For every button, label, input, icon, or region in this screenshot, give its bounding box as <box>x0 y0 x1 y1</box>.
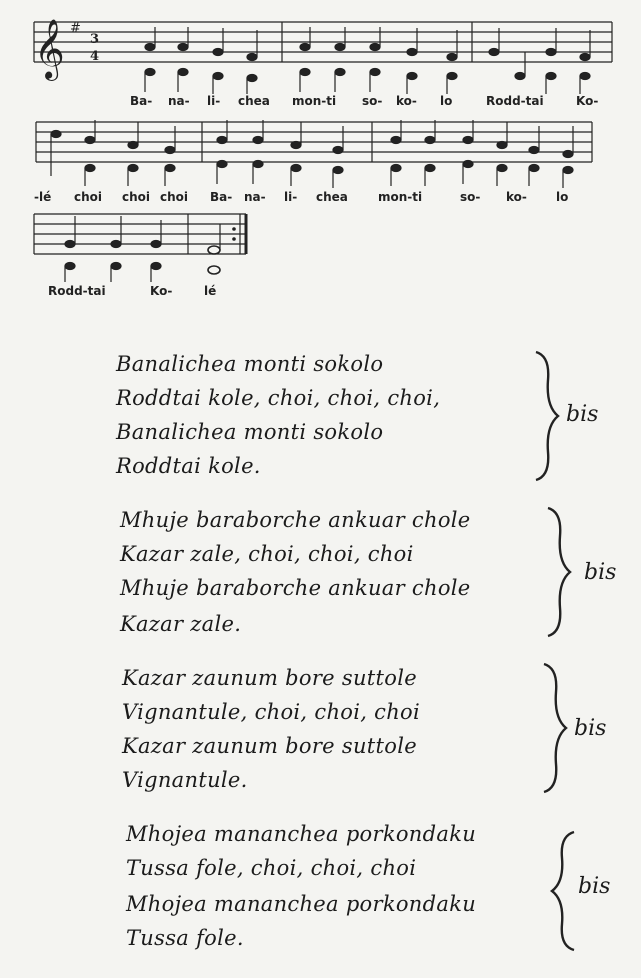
verse-line: Tussa fole, choi, choi, choi <box>126 856 417 880</box>
lyric-syllable: Rodd-tai <box>486 94 544 108</box>
lyric-syllable: mon-ti <box>378 190 423 204</box>
verse-line: Kazar zaunum bore suttole <box>122 666 417 690</box>
notes-system-3 <box>65 216 220 282</box>
verse-line: Tussa fole. <box>126 926 244 950</box>
verse-line: Mhuje baraborche ankuar chole <box>120 508 471 532</box>
lyric-syllable: choi <box>160 190 189 204</box>
lyric-syllable: mon-ti <box>292 94 337 108</box>
staff-system-3 <box>34 214 246 254</box>
lyric-syllable: -lé <box>34 190 52 204</box>
svg-text:3: 3 <box>90 32 100 47</box>
right-brace-icon <box>544 506 574 638</box>
verse-line: Vignantule, choi, choi, choi <box>122 700 421 724</box>
left-brace-icon <box>548 830 578 952</box>
verse-line: Mhuje baraborche ankuar chole <box>120 576 471 600</box>
lyric-syllable: chea <box>238 94 270 108</box>
repeat-label: bis <box>574 716 607 741</box>
notes-system-1 <box>145 27 590 94</box>
staff-system-2 <box>36 122 592 162</box>
lyric-syllable: choi <box>74 190 103 204</box>
lyric-syllable: so- <box>460 190 481 204</box>
repeat-label: bis <box>566 402 599 427</box>
right-brace-icon <box>540 662 570 794</box>
lyric-syllable: Rodd-tai <box>48 284 106 298</box>
lyric-syllable: ko- <box>506 190 527 204</box>
lyric-syllable: Ba- <box>210 190 233 204</box>
right-brace-icon <box>532 350 562 482</box>
verse-line: Banalichea monti sokolo <box>116 352 384 376</box>
lyric-syllable: Ko- <box>576 94 599 108</box>
verse-line: Mhojea mananchea porkondaku <box>126 892 477 916</box>
lyric-syllable: na- <box>168 94 190 108</box>
lyric-syllable: na- <box>244 190 266 204</box>
lyric-syllable: so- <box>362 94 383 108</box>
verse-line: Banalichea monti sokolo <box>116 420 384 444</box>
lyric-syllable: Ba- <box>130 94 153 108</box>
svg-text:#: # <box>70 21 81 36</box>
verse-line: Roddtai kole. <box>116 454 261 478</box>
verse-line: Vignantule. <box>122 768 248 792</box>
lyric-syllable: choi <box>122 190 151 204</box>
repeat-label: bis <box>578 874 611 899</box>
lyric-syllable: ko- <box>396 94 417 108</box>
svg-text:4: 4 <box>90 49 100 64</box>
verse-line: Mhojea mananchea porkondaku <box>126 822 477 846</box>
verse-line: Kazar zale, choi, choi, choi <box>120 542 414 566</box>
treble-clef-icon: 𝄞 <box>34 19 65 79</box>
lyric-syllable: lo <box>440 94 453 108</box>
lyric-syllable: li- <box>284 190 298 204</box>
music-score <box>0 0 641 300</box>
lyric-syllable: Ko- <box>150 284 173 298</box>
verse-line: Kazar zale. <box>120 612 242 636</box>
verse-line: Roddtai kole, choi, choi, choi, <box>116 386 441 410</box>
lyric-syllable: lé <box>204 284 217 298</box>
notes-system-2 <box>51 120 573 188</box>
lyric-syllable: li- <box>207 94 221 108</box>
lyric-syllable: chea <box>316 190 348 204</box>
lyric-syllable: lo <box>556 190 569 204</box>
verse-line: Kazar zaunum bore suttole <box>122 734 417 758</box>
repeat-label: bis <box>584 560 617 585</box>
